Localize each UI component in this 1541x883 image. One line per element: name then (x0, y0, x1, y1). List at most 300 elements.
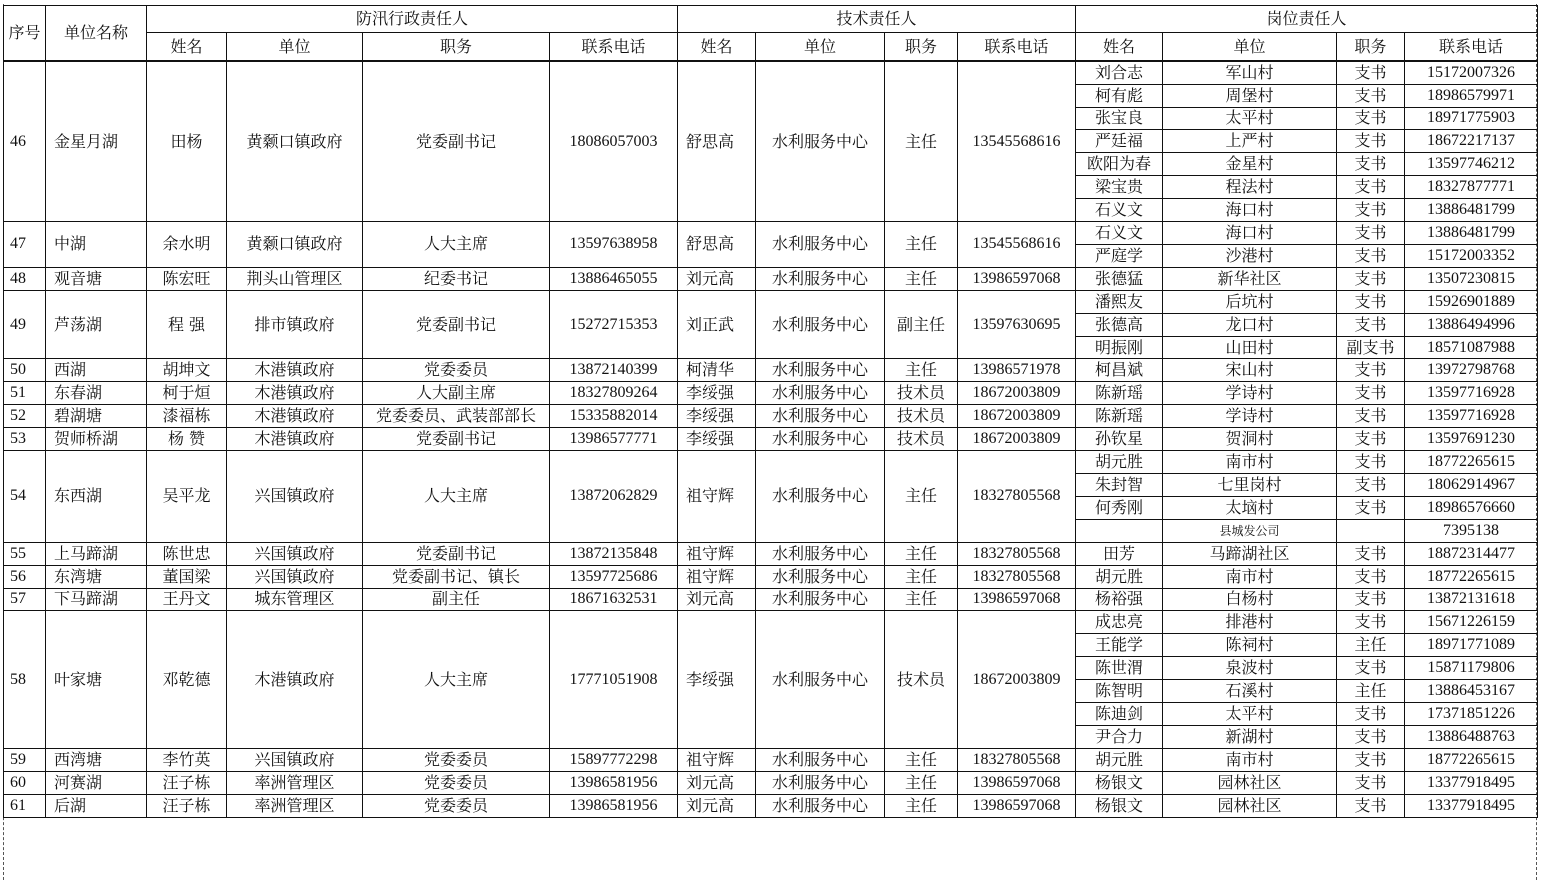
tech-position-cell: 主任 (885, 748, 958, 771)
post-phone-cell: 13377918495 (1405, 794, 1538, 817)
table-row (4, 451, 1538, 474)
post-position-cell: 支书 (1337, 61, 1405, 84)
post-unit-cell: 南市村 (1163, 565, 1337, 588)
admin-unit-cell: 黄颡口镇政府 (227, 222, 363, 268)
tech-name-cell: 李绥强 (678, 382, 756, 405)
post-position-cell: 支书 (1337, 199, 1405, 222)
tech-phone-cell: 18672003809 (958, 611, 1076, 748)
seq-cell: 60 (4, 771, 46, 794)
unit-name-cell: 河赛湖 (46, 771, 147, 794)
post-unit-cell: 县城发公司 (1163, 519, 1337, 542)
unit-name-cell: 西湾塘 (46, 748, 147, 771)
post-phone-cell: 13886481799 (1405, 199, 1538, 222)
admin-position-cell: 党委副书记 (363, 290, 550, 359)
admin-phone-cell: 18086057003 (550, 61, 678, 222)
unit-name-cell: 后湖 (46, 794, 147, 817)
header-admin-name: 姓名 (147, 33, 227, 62)
post-position-cell: 支书 (1337, 474, 1405, 497)
admin-name-cell: 田杨 (147, 61, 227, 222)
tech-phone-cell: 18327805568 (958, 565, 1076, 588)
post-unit-cell: 周堡村 (1163, 84, 1337, 107)
tech-unit-cell: 水利服务中心 (756, 222, 885, 268)
tech-position-cell: 主任 (885, 542, 958, 565)
post-name-cell: 杨银文 (1076, 771, 1163, 794)
tech-name-cell: 刘正武 (678, 290, 756, 359)
post-position-cell: 主任 (1337, 680, 1405, 703)
admin-unit-cell: 木港镇政府 (227, 428, 363, 451)
admin-phone-cell: 13986581956 (550, 794, 678, 817)
post-phone-cell: 18872314477 (1405, 542, 1538, 565)
tech-name-cell: 祖守辉 (678, 451, 756, 543)
post-name-cell (1076, 519, 1163, 542)
tech-phone-cell: 13597630695 (958, 290, 1076, 359)
post-unit-cell: 贺洞村 (1163, 428, 1337, 451)
post-unit-cell: 白杨村 (1163, 588, 1337, 611)
table-row (4, 359, 1538, 382)
post-unit-cell: 学诗村 (1163, 405, 1337, 428)
unit-name-cell: 东西湖 (46, 451, 147, 543)
tech-phone-cell: 18327805568 (958, 542, 1076, 565)
unit-name-cell: 观音塘 (46, 267, 147, 290)
tech-position-cell: 副主任 (885, 290, 958, 359)
admin-position-cell: 党委副书记 (363, 61, 550, 222)
tech-name-cell: 柯清华 (678, 359, 756, 382)
post-phone-cell: 18772265615 (1405, 565, 1538, 588)
tech-position-cell: 主任 (885, 588, 958, 611)
post-phone-cell: 18327877771 (1405, 176, 1538, 199)
post-unit-cell: 泉波村 (1163, 657, 1337, 680)
header-post-phone: 联系电话 (1405, 33, 1538, 62)
tech-name-cell: 祖守辉 (678, 748, 756, 771)
post-name-cell: 严庭学 (1076, 244, 1163, 267)
admin-name-cell: 柯于烜 (147, 382, 227, 405)
table-row (4, 61, 1538, 84)
admin-name-cell: 胡坤文 (147, 359, 227, 382)
post-name-cell: 胡元胜 (1076, 565, 1163, 588)
header-post-name: 姓名 (1076, 33, 1163, 62)
post-unit-cell: 南市村 (1163, 748, 1337, 771)
admin-unit-cell: 城东管理区 (227, 588, 363, 611)
admin-phone-cell: 13597638958 (550, 222, 678, 268)
post-unit-cell: 程法村 (1163, 176, 1337, 199)
unit-name-cell: 东湾塘 (46, 565, 147, 588)
admin-position-cell: 党委副书记 (363, 542, 550, 565)
header-tech-phone: 联系电话 (958, 33, 1076, 62)
admin-unit-cell: 木港镇政府 (227, 382, 363, 405)
tech-phone-cell: 13986597068 (958, 588, 1076, 611)
tech-unit-cell: 水利服务中心 (756, 565, 885, 588)
post-position-cell: 支书 (1337, 176, 1405, 199)
admin-position-cell: 副主任 (363, 588, 550, 611)
post-phone-cell: 13972798768 (1405, 359, 1538, 382)
post-unit-cell: 石溪村 (1163, 680, 1337, 703)
admin-unit-cell: 木港镇政府 (227, 405, 363, 428)
table-row (4, 542, 1538, 565)
post-phone-cell: 13886481799 (1405, 222, 1538, 245)
unit-name-cell: 中湖 (46, 222, 147, 268)
tech-unit-cell: 水利服务中心 (756, 451, 885, 543)
post-name-cell: 胡元胜 (1076, 748, 1163, 771)
tech-position-cell: 主任 (885, 771, 958, 794)
post-name-cell: 陈智明 (1076, 680, 1163, 703)
table-row (4, 428, 1538, 451)
post-position-cell: 支书 (1337, 657, 1405, 680)
tech-position-cell: 技术员 (885, 611, 958, 748)
admin-name-cell: 杨 赞 (147, 428, 227, 451)
admin-phone-cell: 15335882014 (550, 405, 678, 428)
flood-responsibility-table (3, 5, 1538, 818)
post-name-cell: 刘合志 (1076, 61, 1163, 84)
post-position-cell: 支书 (1337, 382, 1405, 405)
admin-unit-cell: 率洲管理区 (227, 794, 363, 817)
post-phone-cell: 15671226159 (1405, 611, 1538, 634)
admin-position-cell: 党委委员、武装部部长 (363, 405, 550, 428)
admin-unit-cell: 木港镇政府 (227, 611, 363, 748)
post-unit-cell: 山田村 (1163, 336, 1337, 359)
tech-position-cell: 主任 (885, 222, 958, 268)
tech-name-cell: 刘元高 (678, 588, 756, 611)
tech-unit-cell: 水利服务中心 (756, 359, 885, 382)
tech-name-cell: 李绥强 (678, 405, 756, 428)
tech-unit-cell: 水利服务中心 (756, 771, 885, 794)
post-name-cell: 田芳 (1076, 542, 1163, 565)
post-name-cell: 石义文 (1076, 222, 1163, 245)
seq-cell: 61 (4, 794, 46, 817)
header-admin-position: 职务 (363, 33, 550, 62)
post-unit-cell: 园林社区 (1163, 771, 1337, 794)
admin-position-cell: 人大主席 (363, 451, 550, 543)
tech-phone-cell: 13986597068 (958, 267, 1076, 290)
post-position-cell: 支书 (1337, 428, 1405, 451)
admin-name-cell: 陈宏旺 (147, 267, 227, 290)
tech-name-cell: 祖守辉 (678, 542, 756, 565)
seq-cell: 57 (4, 588, 46, 611)
header-tech-name: 姓名 (678, 33, 756, 62)
post-phone-cell: 18062914967 (1405, 474, 1538, 497)
post-name-cell: 严廷福 (1076, 130, 1163, 153)
post-position-cell: 支书 (1337, 313, 1405, 336)
post-name-cell: 孙钦星 (1076, 428, 1163, 451)
tech-phone-cell: 13986597068 (958, 794, 1076, 817)
post-unit-cell: 新华社区 (1163, 267, 1337, 290)
tech-position-cell: 技术员 (885, 405, 958, 428)
seq-cell: 50 (4, 359, 46, 382)
unit-name-cell: 东春湖 (46, 382, 147, 405)
header-group-tech: 技术责任人 (678, 6, 1076, 33)
tech-phone-cell: 13545568616 (958, 222, 1076, 268)
post-name-cell: 张德猛 (1076, 267, 1163, 290)
admin-unit-cell: 兴国镇政府 (227, 748, 363, 771)
post-position-cell: 支书 (1337, 496, 1405, 519)
post-position-cell: 支书 (1337, 244, 1405, 267)
tech-unit-cell: 水利服务中心 (756, 542, 885, 565)
admin-phone-cell: 15897772298 (550, 748, 678, 771)
post-phone-cell: 13886453167 (1405, 680, 1538, 703)
seq-cell: 56 (4, 565, 46, 588)
post-name-cell: 石义文 (1076, 199, 1163, 222)
header-post-unit: 单位 (1163, 33, 1337, 62)
post-position-cell: 支书 (1337, 359, 1405, 382)
post-name-cell: 柯昌斌 (1076, 359, 1163, 382)
admin-name-cell: 余水明 (147, 222, 227, 268)
tech-unit-cell: 水利服务中心 (756, 267, 885, 290)
post-unit-cell: 宋山村 (1163, 359, 1337, 382)
admin-name-cell: 汪子栋 (147, 794, 227, 817)
seq-cell: 59 (4, 748, 46, 771)
admin-name-cell: 汪子栋 (147, 771, 227, 794)
admin-phone-cell: 13872062829 (550, 451, 678, 543)
seq-cell: 58 (4, 611, 46, 748)
post-name-cell: 杨银文 (1076, 794, 1163, 817)
unit-name-cell: 下马蹄湖 (46, 588, 147, 611)
post-phone-cell: 15172003352 (1405, 244, 1538, 267)
table-body (4, 61, 1538, 817)
seq-cell: 46 (4, 61, 46, 222)
admin-unit-cell: 兴国镇政府 (227, 542, 363, 565)
tech-unit-cell: 水利服务中心 (756, 588, 885, 611)
post-phone-cell: 17371851226 (1405, 703, 1538, 726)
tech-unit-cell: 水利服务中心 (756, 61, 885, 222)
post-name-cell: 张德高 (1076, 313, 1163, 336)
post-unit-cell: 军山村 (1163, 61, 1337, 84)
post-phone-cell: 18971775903 (1405, 107, 1538, 130)
admin-phone-cell: 18671632531 (550, 588, 678, 611)
unit-name-cell: 西湖 (46, 359, 147, 382)
tech-phone-cell: 18327805568 (958, 748, 1076, 771)
post-name-cell: 陈新瑶 (1076, 405, 1163, 428)
post-phone-cell: 13597746212 (1405, 153, 1538, 176)
post-position-cell: 支书 (1337, 748, 1405, 771)
post-unit-cell: 陈祠村 (1163, 634, 1337, 657)
post-unit-cell: 排港村 (1163, 611, 1337, 634)
admin-position-cell: 党委委员 (363, 794, 550, 817)
post-unit-cell: 太垴村 (1163, 496, 1337, 519)
admin-unit-cell: 兴国镇政府 (227, 451, 363, 543)
admin-name-cell: 陈世忠 (147, 542, 227, 565)
tech-position-cell: 主任 (885, 451, 958, 543)
table-row (4, 565, 1538, 588)
post-unit-cell: 太平村 (1163, 703, 1337, 726)
tech-phone-cell: 13986597068 (958, 771, 1076, 794)
unit-name-cell: 上马蹄湖 (46, 542, 147, 565)
admin-name-cell: 王丹文 (147, 588, 227, 611)
tech-phone-cell: 18672003809 (958, 405, 1076, 428)
admin-name-cell: 李竹英 (147, 748, 227, 771)
seq-cell: 49 (4, 290, 46, 359)
tech-name-cell: 祖守辉 (678, 565, 756, 588)
post-position-cell: 支书 (1337, 771, 1405, 794)
post-phone-cell: 15926901889 (1405, 290, 1538, 313)
post-unit-cell: 沙港村 (1163, 244, 1337, 267)
post-position-cell: 副支书 (1337, 336, 1405, 359)
post-name-cell: 梁宝贵 (1076, 176, 1163, 199)
seq-cell: 47 (4, 222, 46, 268)
tech-unit-cell: 水利服务中心 (756, 748, 885, 771)
post-phone-cell: 13597716928 (1405, 405, 1538, 428)
post-position-cell: 主任 (1337, 634, 1405, 657)
post-position-cell: 支书 (1337, 794, 1405, 817)
tech-position-cell: 主任 (885, 267, 958, 290)
tech-name-cell: 刘元高 (678, 267, 756, 290)
post-position-cell: 支书 (1337, 290, 1405, 313)
post-position-cell: 支书 (1337, 267, 1405, 290)
table-row (4, 748, 1538, 771)
admin-phone-cell: 18327809264 (550, 382, 678, 405)
admin-name-cell: 吴平龙 (147, 451, 227, 543)
post-phone-cell: 13886494996 (1405, 313, 1538, 336)
post-position-cell: 支书 (1337, 542, 1405, 565)
admin-phone-cell: 13986577771 (550, 428, 678, 451)
post-name-cell: 明振刚 (1076, 336, 1163, 359)
tech-name-cell: 李绥强 (678, 611, 756, 748)
post-position-cell: 支书 (1337, 725, 1405, 748)
admin-position-cell: 人大主席 (363, 222, 550, 268)
tech-phone-cell: 13986571978 (958, 359, 1076, 382)
header-post-position: 职务 (1337, 33, 1405, 62)
post-name-cell: 张宝良 (1076, 107, 1163, 130)
post-position-cell: 支书 (1337, 84, 1405, 107)
post-position-cell: 支书 (1337, 130, 1405, 153)
seq-cell: 52 (4, 405, 46, 428)
admin-position-cell: 党委委员 (363, 771, 550, 794)
post-phone-cell: 13377918495 (1405, 771, 1538, 794)
post-phone-cell: 13507230815 (1405, 267, 1538, 290)
post-unit-cell: 南市村 (1163, 451, 1337, 474)
post-name-cell: 欧阳为春 (1076, 153, 1163, 176)
tech-position-cell: 主任 (885, 359, 958, 382)
post-name-cell: 陈迪剑 (1076, 703, 1163, 726)
tech-name-cell: 舒思高 (678, 61, 756, 222)
post-position-cell: 支书 (1337, 153, 1405, 176)
header-admin-unit: 单位 (227, 33, 363, 62)
post-name-cell: 杨裕强 (1076, 588, 1163, 611)
post-position-cell: 支书 (1337, 405, 1405, 428)
post-name-cell: 朱封智 (1076, 474, 1163, 497)
tech-name-cell: 刘元高 (678, 794, 756, 817)
tech-position-cell: 技术员 (885, 382, 958, 405)
admin-name-cell: 漆福栋 (147, 405, 227, 428)
post-phone-cell: 18571087988 (1405, 336, 1538, 359)
header-tech-position: 职务 (885, 33, 958, 62)
admin-unit-cell: 率洲管理区 (227, 771, 363, 794)
post-name-cell: 陈世渭 (1076, 657, 1163, 680)
post-phone-cell: 15172007326 (1405, 61, 1538, 84)
header-group-admin: 防汛行政责任人 (147, 6, 678, 33)
post-phone-cell: 13886488763 (1405, 725, 1538, 748)
post-phone-cell: 13872131618 (1405, 588, 1538, 611)
post-unit-cell: 学诗村 (1163, 382, 1337, 405)
table-row (4, 611, 1538, 634)
unit-name-cell: 碧湖塘 (46, 405, 147, 428)
admin-unit-cell: 荆头山管理区 (227, 267, 363, 290)
admin-position-cell: 党委副书记 (363, 428, 550, 451)
post-position-cell: 支书 (1337, 611, 1405, 634)
admin-position-cell: 人大主席 (363, 611, 550, 748)
admin-name-cell: 董国梁 (147, 565, 227, 588)
seq-cell: 55 (4, 542, 46, 565)
post-unit-cell: 园林社区 (1163, 794, 1337, 817)
post-unit-cell: 上严村 (1163, 130, 1337, 153)
admin-phone-cell: 13872135848 (550, 542, 678, 565)
admin-unit-cell: 兴国镇政府 (227, 565, 363, 588)
unit-name-cell: 芦荡湖 (46, 290, 147, 359)
post-position-cell: 支书 (1337, 588, 1405, 611)
post-phone-cell: 18971771089 (1405, 634, 1538, 657)
table-row (4, 290, 1538, 313)
admin-phone-cell: 15272715353 (550, 290, 678, 359)
post-name-cell: 胡元胜 (1076, 451, 1163, 474)
post-unit-cell: 海口村 (1163, 199, 1337, 222)
admin-unit-cell: 木港镇政府 (227, 359, 363, 382)
seq-cell: 54 (4, 451, 46, 543)
admin-position-cell: 党委委员 (363, 359, 550, 382)
table-row (4, 405, 1538, 428)
header-tech-unit: 单位 (756, 33, 885, 62)
post-phone-cell: 18986579971 (1405, 84, 1538, 107)
tech-phone-cell: 18672003809 (958, 428, 1076, 451)
post-phone-cell: 18986576660 (1405, 496, 1538, 519)
admin-phone-cell: 13597725686 (550, 565, 678, 588)
post-unit-cell: 马蹄湖社区 (1163, 542, 1337, 565)
table-row (4, 222, 1538, 245)
header-group-post: 岗位责任人 (1076, 6, 1538, 33)
seq-cell: 51 (4, 382, 46, 405)
table-row (4, 382, 1538, 405)
unit-name-cell: 金星月湖 (46, 61, 147, 222)
header-seq: 序号 (4, 6, 46, 62)
unit-name-cell: 叶家塘 (46, 611, 147, 748)
admin-name-cell: 邓乾德 (147, 611, 227, 748)
admin-unit-cell: 排市镇政府 (227, 290, 363, 359)
admin-phone-cell: 13986581956 (550, 771, 678, 794)
admin-position-cell: 党委副书记、镇长 (363, 565, 550, 588)
admin-phone-cell: 13872140399 (550, 359, 678, 382)
seq-cell: 48 (4, 267, 46, 290)
tech-position-cell: 主任 (885, 61, 958, 222)
post-phone-cell: 18772265615 (1405, 451, 1538, 474)
post-unit-cell: 七里岗村 (1163, 474, 1337, 497)
post-phone-cell: 15871179806 (1405, 657, 1538, 680)
post-unit-cell: 龙口村 (1163, 313, 1337, 336)
tech-position-cell: 技术员 (885, 428, 958, 451)
table-row (4, 267, 1538, 290)
tech-name-cell: 舒思高 (678, 222, 756, 268)
tech-position-cell: 主任 (885, 794, 958, 817)
header-admin-phone: 联系电话 (550, 33, 678, 62)
seq-cell: 53 (4, 428, 46, 451)
tech-unit-cell: 水利服务中心 (756, 611, 885, 748)
post-name-cell: 潘熙友 (1076, 290, 1163, 313)
admin-position-cell: 纪委书记 (363, 267, 550, 290)
post-unit-cell: 后坑村 (1163, 290, 1337, 313)
table-row (4, 588, 1538, 611)
table-row (4, 794, 1538, 817)
post-phone-cell: 13597691230 (1405, 428, 1538, 451)
post-position-cell: 支书 (1337, 565, 1405, 588)
tech-unit-cell: 水利服务中心 (756, 428, 885, 451)
post-position-cell: 支书 (1337, 451, 1405, 474)
post-name-cell: 陈新瑶 (1076, 382, 1163, 405)
tech-phone-cell: 18672003809 (958, 382, 1076, 405)
post-unit-cell: 金星村 (1163, 153, 1337, 176)
unit-name-cell: 贺师桥湖 (46, 428, 147, 451)
post-name-cell: 尹合力 (1076, 725, 1163, 748)
post-phone-cell: 18672217137 (1405, 130, 1538, 153)
post-unit-cell: 海口村 (1163, 222, 1337, 245)
header-unit-name: 单位名称 (46, 6, 147, 62)
post-unit-cell: 太平村 (1163, 107, 1337, 130)
post-unit-cell: 新湖村 (1163, 725, 1337, 748)
